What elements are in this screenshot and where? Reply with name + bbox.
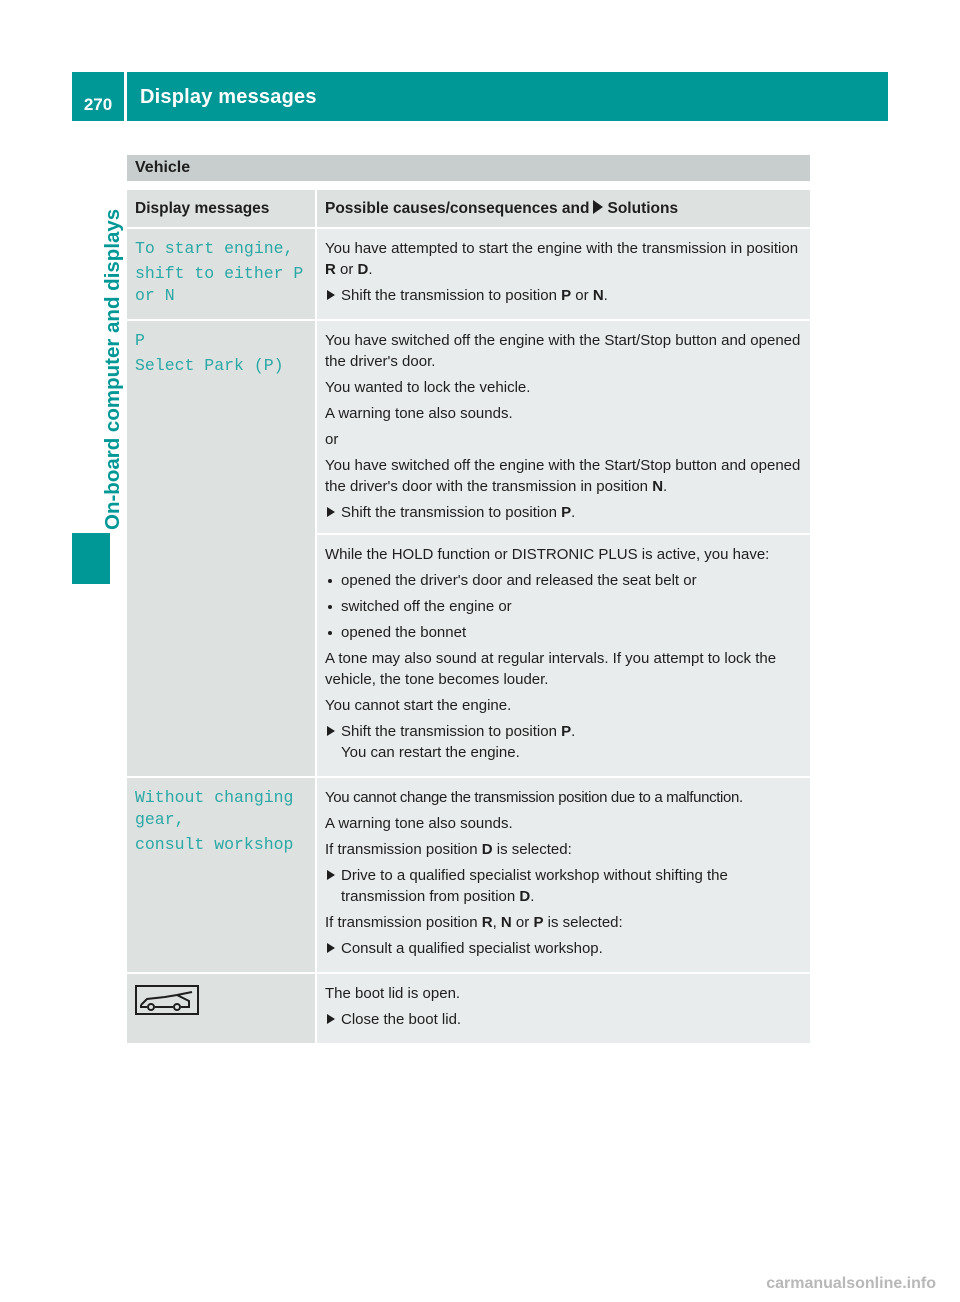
solution-cell [317, 229, 810, 321]
message-line: shift to either P [135, 264, 304, 283]
display-messages-table [127, 190, 810, 1045]
side-tab-block [72, 533, 110, 584]
solution-arrow-icon [593, 200, 603, 214]
page-number: 270 [83, 95, 113, 114]
solution-cell [317, 778, 810, 974]
message-cell [127, 778, 317, 974]
solution-step: Shift the transmission to position P or N. [325, 285, 802, 306]
watermark: carmanualsonline.info [766, 1275, 936, 1292]
page-title: Display messages [140, 86, 317, 108]
cause-text: You cannot start the engine. [325, 697, 512, 714]
table-header-row [127, 190, 810, 229]
solution-cell [317, 974, 810, 1045]
message-line: or N [135, 286, 175, 305]
message-cell [127, 321, 317, 778]
table-row [127, 321, 810, 778]
message-line: Without changing [135, 788, 294, 807]
message-line: Select Park (P) [135, 356, 284, 375]
solution-step: Close the boot lid. [325, 1009, 802, 1030]
table-row [127, 229, 810, 321]
bullet-dot-icon [328, 605, 332, 609]
cause-text: You cannot change the transmission position due to a malfunction. [325, 789, 743, 806]
cause-text: You have switched off the engine with the Start/Stop button and opened the driver's door. [325, 332, 801, 370]
message-line: gear, [135, 810, 185, 829]
step-arrow-icon [327, 726, 335, 736]
solution-cell [317, 321, 810, 778]
cause-text: A warning tone also sounds. [325, 405, 513, 422]
cause-text: If transmission position D is selected: [325, 841, 572, 858]
open-boot-lid-icon [135, 985, 199, 1015]
table-row [127, 778, 810, 974]
header-divider [124, 72, 127, 121]
solution-step: Drive to a qualified specialist workshop without shifting the transmission from position D. [325, 865, 802, 907]
cause-text: You have attempted to start the engine with the transmission in position R or D. [325, 240, 799, 278]
step-arrow-icon [327, 290, 335, 300]
cause-text: A tone may also sound at regular intervals. If you attempt to lock the vehicle, the tone becomes louder. [325, 650, 777, 688]
cause-text: If transmission position R, N or P is selected: [325, 914, 623, 931]
message-cell [127, 974, 317, 1045]
message-line: P [135, 331, 145, 350]
solution-step: Shift the transmission to position P. You can restart the engine. [325, 721, 802, 763]
col2-header-text: Possible causes/consequences and [325, 200, 590, 217]
bullet-item: switched off the engine or [325, 596, 802, 617]
cause-text: A warning tone also sounds. [325, 815, 513, 832]
step-arrow-icon [327, 507, 335, 517]
col-header-causes-solutions [317, 190, 810, 229]
bullet-item: opened the bonnet [325, 622, 802, 643]
solution-step: Shift the transmission to position P. [325, 502, 802, 523]
message-cell [127, 229, 317, 321]
cell-divider [317, 533, 810, 535]
step-arrow-icon [327, 870, 335, 880]
col-header-display-messages: Display messages [127, 190, 317, 229]
step-arrow-icon [327, 1014, 335, 1024]
col2-header-solutions: Solutions [607, 200, 679, 217]
step-arrow-icon [327, 943, 335, 953]
cause-text: You have switched off the engine with the Start/Stop button and opened the driver's door with the transmission in position N. [325, 457, 801, 495]
bullet-dot-icon [328, 631, 332, 635]
cause-text: You wanted to lock the vehicle. [325, 379, 531, 396]
message-line: consult workshop [135, 835, 294, 854]
message-line: To start engine, [135, 239, 294, 258]
section-title: Vehicle [127, 155, 810, 181]
cause-text: The boot lid is open. [325, 985, 461, 1002]
cause-text: While the HOLD function or DISTRONIC PLUS is active, you have: [325, 546, 770, 563]
bullet-item: opened the driver's door and released the seat belt or [325, 570, 802, 591]
solution-step: Consult a qualified specialist workshop. [325, 938, 802, 959]
table-row [127, 974, 810, 1045]
bullet-dot-icon [328, 579, 332, 583]
cause-text: or [325, 431, 339, 448]
side-tab-label: On-board computer and displays [101, 208, 124, 530]
